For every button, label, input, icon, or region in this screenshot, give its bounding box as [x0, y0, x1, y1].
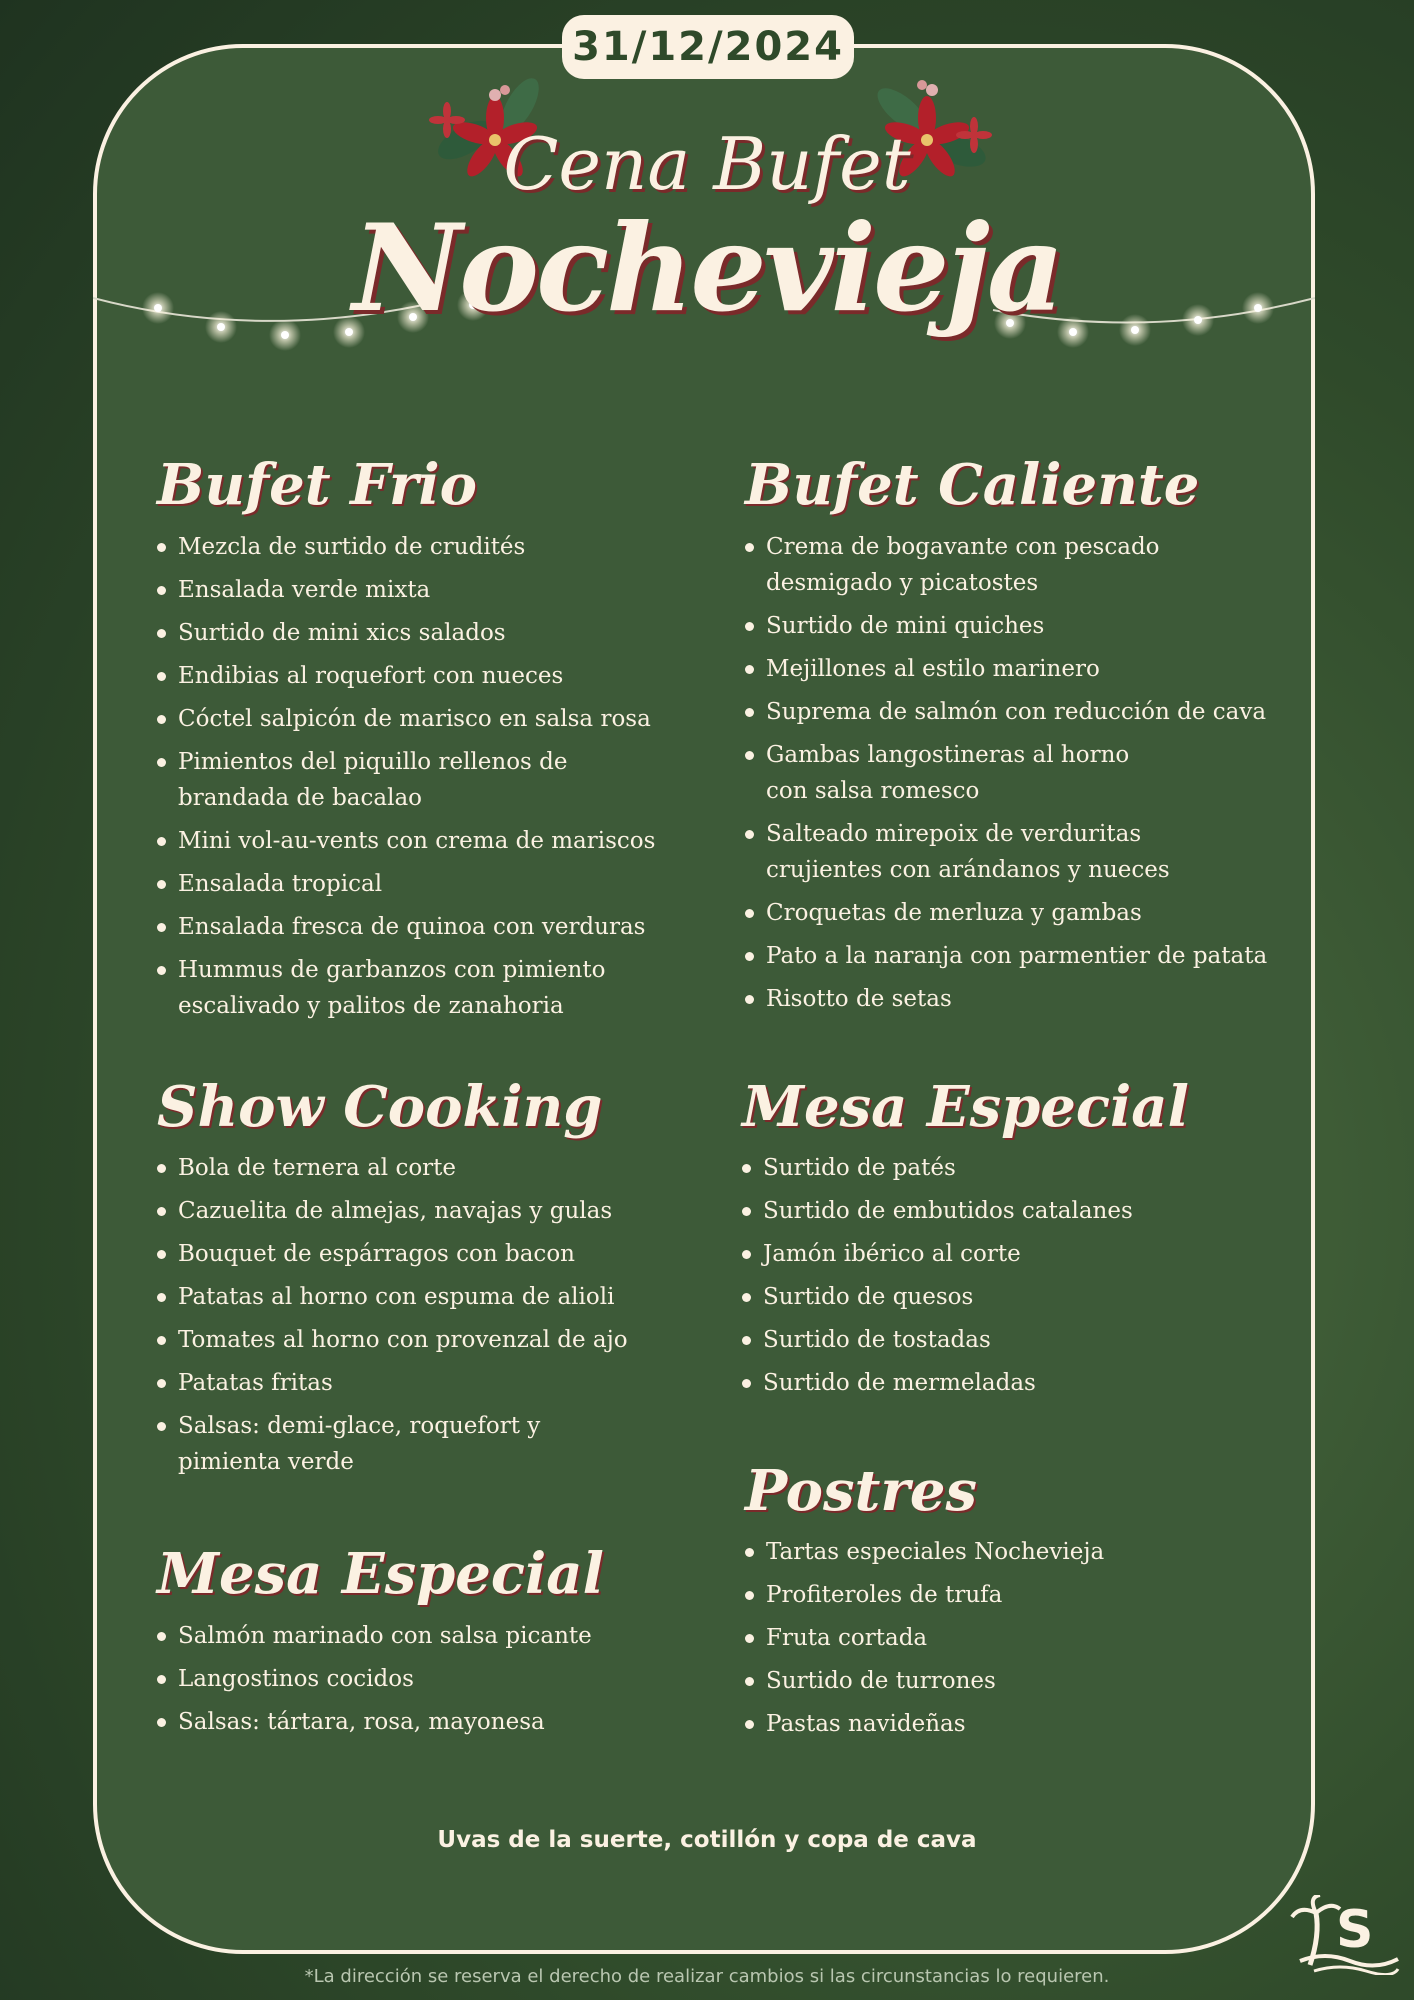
list-item: Endibias al roquefort con nueces: [157, 658, 655, 694]
list-item: Surtido de mini quiches: [745, 608, 1267, 644]
section-title-bufet-caliente: Bufet Caliente: [745, 452, 1200, 518]
list-item: Ensalada verde mixta: [157, 572, 655, 608]
list-item: Surtido de turrones: [745, 1663, 1104, 1699]
list-item: Gambas langostineras al horno con salsa romesco: [745, 737, 1267, 809]
list-item: Jamón ibérico al corte: [742, 1236, 1133, 1272]
list-item: Suprema de salmón con reducción de cava: [745, 694, 1267, 730]
list-item: Tomates al horno con provenzal de ajo: [157, 1322, 628, 1358]
list-item: Ensalada fresca de quinoa con verduras: [157, 909, 655, 945]
list-item: Fruta cortada: [745, 1620, 1104, 1656]
list-item: Salmón marinado con salsa picante: [157, 1618, 592, 1654]
list-item: Croquetas de merluza y gambas: [745, 895, 1267, 931]
list-show-cooking: [157, 1150, 628, 1487]
list-item: Pimientos del piquillo rellenos de brandada de bacalao: [157, 744, 655, 816]
list-item: Bouquet de espárragos con bacon: [157, 1236, 628, 1272]
palm-wave-logo-icon: [1290, 1895, 1400, 1975]
list-mesa-especial-left: [157, 1618, 592, 1747]
list-item: Risotto de setas: [745, 981, 1267, 1017]
date-badge: 31/12/2024: [562, 15, 854, 79]
footer-note: Uvas de la suerte, cotillón y copa de cava: [437, 1827, 977, 1853]
list-item: Langostinos cocidos: [157, 1661, 592, 1697]
list-item: Pato a la naranja con parmentier de patata: [745, 938, 1267, 974]
section-title-mesa-especial-left: Mesa Especial: [157, 1541, 604, 1607]
list-bufet-frio: [157, 529, 655, 1031]
title-nochevieja: Nochevieja: [352, 198, 1062, 339]
list-item: Surtido de tostadas: [742, 1322, 1133, 1358]
list-item: Ensalada tropical: [157, 866, 655, 902]
list-bufet-caliente: [745, 529, 1267, 1024]
list-item: Surtido de quesos: [742, 1279, 1133, 1315]
list-item: Mini vol-au-vents con crema de mariscos: [157, 823, 655, 859]
section-title-postres: Postres: [745, 1458, 978, 1524]
section-title-show-cooking: Show Cooking: [157, 1074, 603, 1140]
list-item: Crema de bogavante con pescado desmigado y picatostes: [745, 529, 1267, 601]
list-item: Tartas especiales Nochevieja: [745, 1534, 1104, 1570]
list-item: Salteado mirepoix de verduritas crujientes con arándanos y nueces: [745, 816, 1267, 888]
list-item: Surtido de patés: [742, 1150, 1133, 1186]
section-title-bufet-frio: Bufet Frio: [157, 452, 478, 518]
list-item: Salsas: tártara, rosa, mayonesa: [157, 1704, 592, 1740]
list-item: Cóctel salpicón de marisco en salsa rosa: [157, 701, 655, 737]
list-item: Surtido de mini xics salados: [157, 615, 655, 651]
logo-letter: S: [1336, 1900, 1374, 1960]
list-item: Surtido de embutidos catalanes: [742, 1193, 1133, 1229]
list-item: Cazuelita de almejas, navajas y gulas: [157, 1193, 628, 1229]
list-item: Patatas fritas: [157, 1365, 628, 1401]
list-item: Bola de ternera al corte: [157, 1150, 628, 1186]
list-item: Surtido de mermeladas: [742, 1365, 1133, 1401]
section-title-mesa-especial-right: Mesa Especial: [742, 1074, 1189, 1140]
disclaimer: *La dirección se reserva el derecho de realizar cambios si las circunstancias lo requieren.: [304, 1966, 1110, 1987]
title-cena-bufet: Cena Bufet: [503, 122, 911, 206]
list-item: Mezcla de surtido de crudités: [157, 529, 655, 565]
list-mesa-especial-right: [742, 1150, 1133, 1408]
list-item: Mejillones al estilo marinero: [745, 651, 1267, 687]
list-postres: [745, 1534, 1104, 1749]
list-item: Hummus de garbanzos con pimiento escalivado y palitos de zanahoria: [157, 952, 655, 1024]
list-item: Salsas: demi-glace, roquefort y pimienta verde: [157, 1408, 628, 1480]
list-item: Profiteroles de trufa: [745, 1577, 1104, 1613]
list-item: Pastas navideñas: [745, 1706, 1104, 1742]
list-item: Patatas al horno con espuma de alioli: [157, 1279, 628, 1315]
